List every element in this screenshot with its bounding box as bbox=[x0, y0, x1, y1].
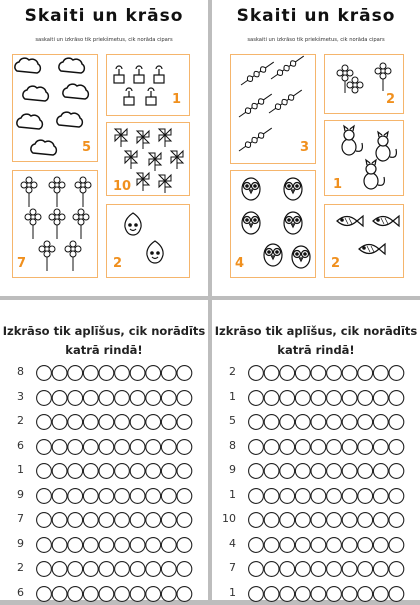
circle[interactable] bbox=[311, 586, 326, 601]
circle[interactable] bbox=[161, 390, 176, 405]
circle[interactable] bbox=[295, 586, 310, 601]
circle-set bbox=[36, 388, 196, 408]
circle-set bbox=[248, 486, 408, 506]
box-number: 2 bbox=[385, 92, 395, 107]
circle[interactable] bbox=[327, 537, 342, 552]
row-count: 9 bbox=[229, 463, 236, 476]
page-title: Skaiti un krāso bbox=[236, 6, 396, 26]
circle-set bbox=[36, 461, 196, 481]
heading-line-2: katrā rindā! bbox=[65, 343, 143, 357]
circle[interactable] bbox=[264, 537, 279, 552]
circle[interactable] bbox=[177, 513, 192, 528]
circle[interactable] bbox=[83, 562, 98, 577]
circle[interactable] bbox=[146, 586, 161, 601]
circle[interactable] bbox=[311, 366, 326, 381]
circle[interactable] bbox=[146, 366, 161, 381]
circle[interactable] bbox=[99, 488, 114, 503]
circle[interactable] bbox=[130, 488, 145, 503]
circle-row bbox=[212, 387, 420, 409]
circle[interactable] bbox=[115, 415, 130, 430]
circle[interactable] bbox=[327, 488, 342, 503]
circle[interactable] bbox=[68, 439, 83, 454]
row-count: 9 bbox=[17, 487, 24, 501]
circle-set bbox=[36, 412, 196, 432]
circle[interactable] bbox=[264, 439, 279, 454]
flower-pot-icon bbox=[107, 55, 191, 117]
circle[interactable] bbox=[295, 464, 310, 479]
circle-set bbox=[36, 437, 196, 457]
circle-row bbox=[212, 411, 420, 433]
circle[interactable] bbox=[327, 586, 342, 601]
circle[interactable] bbox=[389, 586, 404, 601]
circle[interactable] bbox=[327, 390, 342, 405]
row-count: 2 bbox=[17, 561, 24, 574]
circle[interactable] bbox=[311, 464, 326, 479]
circle[interactable] bbox=[327, 464, 342, 479]
circle[interactable] bbox=[264, 390, 279, 405]
circle[interactable] bbox=[280, 415, 295, 430]
circle[interactable] bbox=[83, 488, 98, 503]
circle-set bbox=[248, 461, 408, 481]
circle-row bbox=[0, 485, 208, 507]
circle[interactable] bbox=[37, 415, 52, 430]
circle[interactable] bbox=[99, 562, 114, 577]
circle[interactable] bbox=[37, 488, 52, 503]
circle[interactable] bbox=[177, 415, 192, 430]
circle[interactable] bbox=[327, 366, 342, 381]
circle[interactable] bbox=[161, 537, 176, 552]
circle[interactable] bbox=[37, 586, 52, 601]
circle[interactable] bbox=[358, 562, 373, 577]
circle[interactable] bbox=[146, 537, 161, 552]
circle[interactable] bbox=[295, 415, 310, 430]
circle-set bbox=[36, 559, 196, 579]
circle[interactable] bbox=[161, 488, 176, 503]
circle[interactable] bbox=[115, 390, 130, 405]
circle[interactable] bbox=[130, 537, 145, 552]
coloring-page-right bbox=[212, 0, 420, 296]
circle[interactable] bbox=[52, 366, 67, 381]
circle-row bbox=[212, 534, 420, 556]
circle[interactable] bbox=[295, 562, 310, 577]
circle[interactable] bbox=[52, 586, 67, 601]
leaf-branch-box bbox=[230, 54, 316, 164]
circle[interactable] bbox=[130, 562, 145, 577]
circle[interactable] bbox=[358, 415, 373, 430]
circle-set bbox=[248, 535, 408, 555]
circle[interactable] bbox=[342, 439, 357, 454]
circle[interactable] bbox=[311, 390, 326, 405]
circle[interactable] bbox=[161, 439, 176, 454]
circle[interactable] bbox=[52, 390, 67, 405]
circle[interactable] bbox=[311, 513, 326, 528]
circle-set bbox=[248, 388, 408, 408]
circle[interactable] bbox=[295, 513, 310, 528]
circle[interactable] bbox=[249, 439, 264, 454]
row-count: 1 bbox=[17, 463, 24, 476]
circle[interactable] bbox=[161, 415, 176, 430]
circle-row bbox=[0, 362, 208, 384]
flower-bouquet-box bbox=[324, 54, 404, 114]
circle[interactable] bbox=[83, 390, 98, 405]
circle[interactable] bbox=[115, 537, 130, 552]
circle[interactable] bbox=[37, 366, 52, 381]
circle-row bbox=[0, 387, 208, 409]
circle[interactable] bbox=[373, 488, 388, 503]
circle[interactable] bbox=[358, 390, 373, 405]
circle[interactable] bbox=[146, 464, 161, 479]
circle[interactable] bbox=[295, 366, 310, 381]
circle[interactable] bbox=[99, 415, 114, 430]
flower-pot-box bbox=[106, 54, 190, 116]
circle[interactable] bbox=[280, 366, 295, 381]
circle[interactable] bbox=[373, 366, 388, 381]
circle[interactable] bbox=[83, 366, 98, 381]
pinwheel-box bbox=[106, 122, 190, 196]
circle[interactable] bbox=[115, 439, 130, 454]
circle[interactable] bbox=[115, 586, 130, 601]
circle-set bbox=[248, 559, 408, 579]
circle[interactable] bbox=[177, 586, 192, 601]
box-number: 10 bbox=[113, 179, 132, 194]
circle[interactable] bbox=[389, 513, 404, 528]
circle[interactable] bbox=[342, 415, 357, 430]
circle[interactable] bbox=[389, 488, 404, 503]
box-number: 7 bbox=[17, 256, 27, 271]
circle[interactable] bbox=[264, 415, 279, 430]
circle[interactable] bbox=[280, 586, 295, 601]
circle[interactable] bbox=[295, 390, 310, 405]
circle-set bbox=[248, 510, 408, 530]
circle[interactable] bbox=[99, 586, 114, 601]
circle[interactable] bbox=[68, 366, 83, 381]
circle[interactable] bbox=[83, 439, 98, 454]
circle[interactable] bbox=[177, 464, 192, 479]
circle[interactable] bbox=[146, 488, 161, 503]
circle[interactable] bbox=[37, 439, 52, 454]
circle[interactable] bbox=[311, 439, 326, 454]
circle[interactable] bbox=[161, 562, 176, 577]
circle-set bbox=[248, 412, 408, 432]
row-count: 6 bbox=[17, 585, 24, 599]
circle[interactable] bbox=[389, 390, 404, 405]
page-subtitle: saskaiti un izkrāso tik priekšmetus, cik norāda cipars bbox=[247, 37, 385, 43]
circle[interactable] bbox=[327, 415, 342, 430]
box-number: 2 bbox=[331, 256, 341, 271]
circle[interactable] bbox=[264, 464, 279, 479]
circle[interactable] bbox=[177, 390, 192, 405]
circle[interactable] bbox=[37, 390, 52, 405]
circle[interactable] bbox=[295, 488, 310, 503]
row-count: 6 bbox=[17, 438, 24, 452]
circle-row bbox=[0, 534, 208, 556]
row-count: 1 bbox=[229, 585, 236, 599]
circle[interactable] bbox=[280, 537, 295, 552]
circle[interactable] bbox=[342, 586, 357, 601]
circle[interactable] bbox=[83, 464, 98, 479]
row-count: 9 bbox=[17, 536, 24, 550]
circle[interactable] bbox=[249, 390, 264, 405]
circle[interactable] bbox=[264, 488, 279, 503]
circle[interactable] bbox=[327, 562, 342, 577]
row-count: 1 bbox=[229, 389, 236, 403]
circle[interactable] bbox=[99, 513, 114, 528]
circle[interactable] bbox=[83, 586, 98, 601]
circle[interactable] bbox=[342, 390, 357, 405]
heading-line-1: Izkrāso tik aplīšus, cik norādīts bbox=[2, 324, 206, 338]
circle[interactable] bbox=[115, 464, 130, 479]
row-count: 3 bbox=[17, 389, 24, 403]
circle[interactable] bbox=[161, 586, 176, 601]
circle[interactable] bbox=[37, 464, 52, 479]
circle[interactable] bbox=[311, 488, 326, 503]
circles-worksheet-right bbox=[212, 300, 420, 600]
circle[interactable] bbox=[295, 439, 310, 454]
circle[interactable] bbox=[373, 464, 388, 479]
circle[interactable] bbox=[68, 586, 83, 601]
circle[interactable] bbox=[99, 464, 114, 479]
circle[interactable] bbox=[311, 537, 326, 552]
circle[interactable] bbox=[264, 586, 279, 601]
circle[interactable] bbox=[358, 366, 373, 381]
box-number: 5 bbox=[81, 140, 91, 155]
box-number: 1 bbox=[333, 177, 343, 192]
circle[interactable] bbox=[280, 390, 295, 405]
circle[interactable] bbox=[37, 562, 52, 577]
circle[interactable] bbox=[358, 464, 373, 479]
circle-set bbox=[36, 510, 196, 530]
circle[interactable] bbox=[311, 415, 326, 430]
circle[interactable] bbox=[52, 439, 67, 454]
flower-box bbox=[12, 170, 98, 278]
circle[interactable] bbox=[373, 439, 388, 454]
circle-set bbox=[36, 486, 196, 506]
circle[interactable] bbox=[373, 513, 388, 528]
circle[interactable] bbox=[68, 513, 83, 528]
circle[interactable] bbox=[358, 439, 373, 454]
circle[interactable] bbox=[327, 513, 342, 528]
circle[interactable] bbox=[161, 513, 176, 528]
row-count: 2 bbox=[229, 365, 236, 378]
circle[interactable] bbox=[358, 513, 373, 528]
circle[interactable] bbox=[295, 537, 310, 552]
circle[interactable] bbox=[311, 562, 326, 577]
circle[interactable] bbox=[52, 415, 67, 430]
circle-row bbox=[0, 583, 208, 605]
circle-set bbox=[36, 535, 196, 555]
box-number: 2 bbox=[113, 256, 123, 271]
circle[interactable] bbox=[373, 390, 388, 405]
row-count: 5 bbox=[229, 414, 236, 427]
circle[interactable] bbox=[146, 562, 161, 577]
circle-row bbox=[0, 460, 208, 482]
circle[interactable] bbox=[249, 488, 264, 503]
circle-set bbox=[36, 363, 196, 383]
circle-row bbox=[212, 583, 420, 605]
circle[interactable] bbox=[249, 562, 264, 577]
circle[interactable] bbox=[99, 537, 114, 552]
circle[interactable] bbox=[342, 562, 357, 577]
circle[interactable] bbox=[146, 439, 161, 454]
cloud-box bbox=[12, 54, 98, 162]
circle[interactable] bbox=[249, 513, 264, 528]
circle[interactable] bbox=[161, 464, 176, 479]
circle[interactable] bbox=[389, 439, 404, 454]
circle[interactable] bbox=[249, 464, 264, 479]
circle[interactable] bbox=[342, 464, 357, 479]
circle[interactable] bbox=[115, 488, 130, 503]
circle[interactable] bbox=[177, 366, 192, 381]
circle[interactable] bbox=[264, 562, 279, 577]
circle[interactable] bbox=[130, 415, 145, 430]
box-number: 4 bbox=[235, 256, 245, 271]
circle[interactable] bbox=[68, 464, 83, 479]
circle[interactable] bbox=[115, 513, 130, 528]
circle-set bbox=[248, 437, 408, 457]
coloring-page-left bbox=[0, 0, 208, 296]
circle[interactable] bbox=[146, 415, 161, 430]
circle[interactable] bbox=[68, 415, 83, 430]
onion-box bbox=[106, 204, 190, 278]
circle[interactable] bbox=[83, 513, 98, 528]
circle[interactable] bbox=[52, 513, 67, 528]
row-count: 7 bbox=[17, 512, 24, 525]
circle[interactable] bbox=[52, 464, 67, 479]
circle[interactable] bbox=[249, 366, 264, 381]
row-count: 8 bbox=[17, 365, 24, 378]
circle[interactable] bbox=[177, 439, 192, 454]
circle[interactable] bbox=[177, 488, 192, 503]
circle[interactable] bbox=[68, 390, 83, 405]
worksheet-heading bbox=[212, 322, 420, 360]
circle[interactable] bbox=[358, 488, 373, 503]
circle[interactable] bbox=[115, 366, 130, 381]
owl-box bbox=[230, 170, 316, 278]
circle[interactable] bbox=[327, 439, 342, 454]
circle[interactable] bbox=[249, 586, 264, 601]
circle[interactable] bbox=[342, 366, 357, 381]
box-number: 3 bbox=[299, 140, 309, 155]
circle[interactable] bbox=[99, 439, 114, 454]
circle[interactable] bbox=[177, 537, 192, 552]
circle[interactable] bbox=[130, 586, 145, 601]
circle[interactable] bbox=[358, 586, 373, 601]
circle[interactable] bbox=[358, 537, 373, 552]
cat-box bbox=[324, 120, 404, 196]
circle-set bbox=[248, 584, 408, 604]
circle[interactable] bbox=[389, 464, 404, 479]
circle[interactable] bbox=[130, 464, 145, 479]
circle[interactable] bbox=[52, 537, 67, 552]
circle-set bbox=[248, 363, 408, 383]
circle[interactable] bbox=[389, 366, 404, 381]
circle[interactable] bbox=[68, 537, 83, 552]
circle[interactable] bbox=[83, 415, 98, 430]
row-count: 7 bbox=[229, 561, 236, 574]
circle[interactable] bbox=[68, 488, 83, 503]
circle[interactable] bbox=[280, 464, 295, 479]
circle[interactable] bbox=[37, 513, 52, 528]
circle-row bbox=[0, 411, 208, 433]
heading-line-2: katrā rindā! bbox=[277, 343, 355, 357]
circle[interactable] bbox=[130, 439, 145, 454]
circle-row bbox=[0, 558, 208, 580]
circle[interactable] bbox=[177, 562, 192, 577]
circle[interactable] bbox=[130, 366, 145, 381]
circle[interactable] bbox=[249, 537, 264, 552]
circle[interactable] bbox=[280, 439, 295, 454]
circle[interactable] bbox=[373, 586, 388, 601]
circle[interactable] bbox=[99, 390, 114, 405]
circle-row bbox=[0, 436, 208, 458]
row-count: 1 bbox=[229, 487, 236, 501]
circle[interactable] bbox=[342, 488, 357, 503]
row-count: 4 bbox=[229, 536, 236, 550]
circle[interactable] bbox=[373, 415, 388, 430]
fish-box bbox=[324, 204, 404, 278]
circle[interactable] bbox=[249, 415, 264, 430]
circle[interactable] bbox=[52, 562, 67, 577]
circle[interactable] bbox=[130, 513, 145, 528]
heading-line-1: Izkrāso tik aplīšus, cik norādīts bbox=[214, 324, 418, 338]
circle[interactable] bbox=[342, 537, 357, 552]
circle[interactable] bbox=[161, 366, 176, 381]
circle[interactable] bbox=[130, 390, 145, 405]
circle[interactable] bbox=[146, 390, 161, 405]
circle-row bbox=[212, 485, 420, 507]
circle-row bbox=[212, 460, 420, 482]
page-subtitle: saskaiti un izkrāso tik priekšmetus, cik norāda cipars bbox=[35, 37, 173, 43]
circle[interactable] bbox=[146, 513, 161, 528]
box-number: 1 bbox=[171, 92, 181, 107]
circle-row bbox=[0, 509, 208, 531]
row-count: 10 bbox=[222, 512, 236, 525]
circle[interactable] bbox=[99, 366, 114, 381]
circle[interactable] bbox=[37, 537, 52, 552]
circle[interactable] bbox=[83, 537, 98, 552]
worksheet-heading bbox=[0, 322, 208, 360]
circle-set bbox=[36, 584, 196, 604]
circle[interactable] bbox=[389, 415, 404, 430]
circle-row bbox=[212, 558, 420, 580]
circle[interactable] bbox=[68, 562, 83, 577]
circle-row bbox=[212, 362, 420, 384]
circle[interactable] bbox=[280, 488, 295, 503]
page-title: Skaiti un krāso bbox=[24, 6, 184, 26]
circle[interactable] bbox=[264, 513, 279, 528]
circle[interactable] bbox=[389, 537, 404, 552]
circle[interactable] bbox=[280, 513, 295, 528]
circle[interactable] bbox=[264, 366, 279, 381]
circles-worksheet-left bbox=[0, 300, 208, 600]
circle[interactable] bbox=[342, 513, 357, 528]
circle[interactable] bbox=[389, 562, 404, 577]
row-count: 2 bbox=[17, 414, 24, 427]
circle[interactable] bbox=[115, 562, 130, 577]
circle-row bbox=[212, 509, 420, 531]
circle[interactable] bbox=[52, 488, 67, 503]
circle-row bbox=[212, 436, 420, 458]
row-count: 8 bbox=[229, 438, 236, 452]
circle[interactable] bbox=[373, 537, 388, 552]
circle[interactable] bbox=[373, 562, 388, 577]
circle[interactable] bbox=[280, 562, 295, 577]
